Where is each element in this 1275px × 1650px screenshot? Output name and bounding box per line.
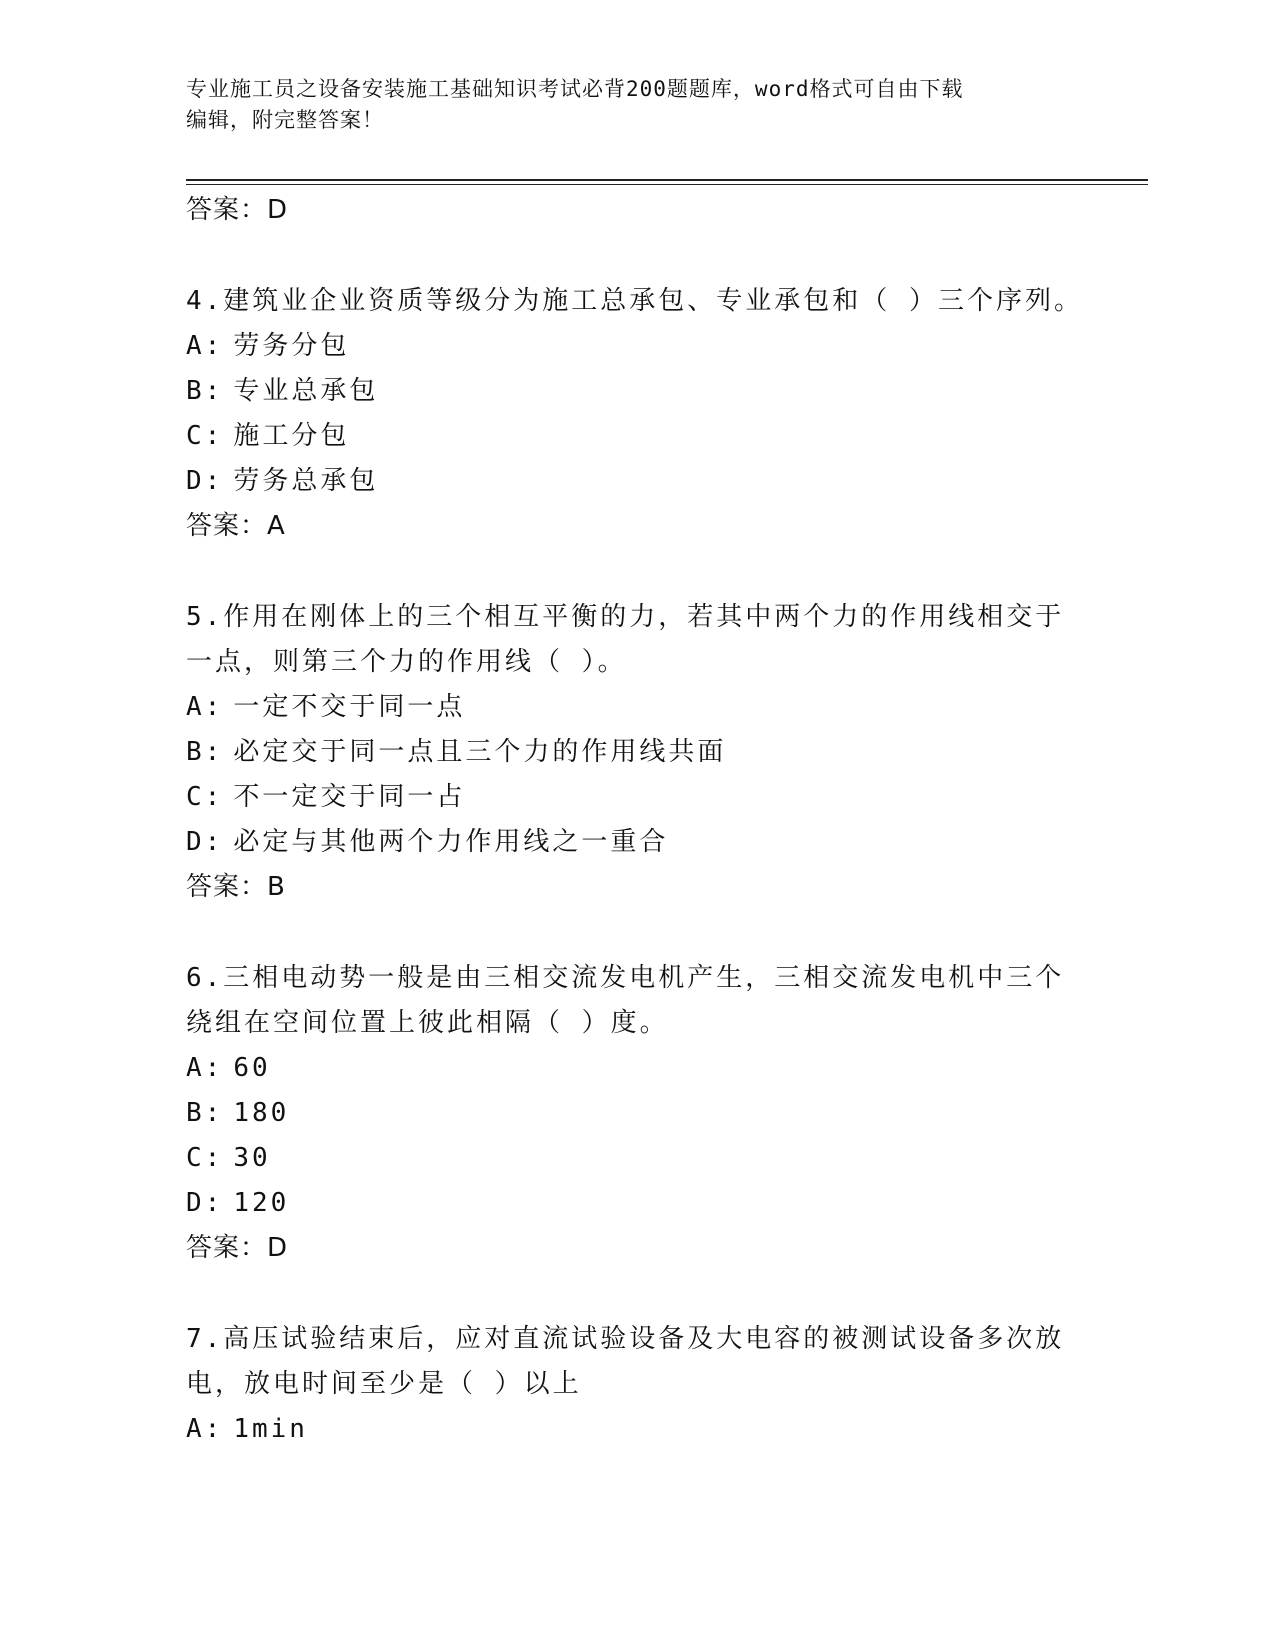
option-text: 必定与其他两个力作用线之一重合 <box>233 827 669 857</box>
header-divider-thin <box>186 184 1148 185</box>
question-stem: 4.建筑业企业资质等级分为施工总承包、专业承包和（ ）三个序列。 <box>186 286 1083 316</box>
answer-q4: 答案：A <box>186 511 286 541</box>
header-divider-thick <box>186 179 1148 181</box>
answer-q5: 答案：B <box>186 872 286 902</box>
option-d <box>186 459 1086 504</box>
option-text: 劳务分包 <box>233 331 350 361</box>
option-key: D: <box>186 1188 224 1218</box>
question-stem-line-1: 7.高压试验结束后，应对直流试验设备及大电容的被测试设备多次放 <box>186 1324 1065 1354</box>
option-key: C: <box>186 1143 224 1173</box>
option-b <box>186 1091 1086 1136</box>
question-5 <box>186 595 1086 910</box>
option-a <box>186 324 1086 369</box>
option-c <box>186 414 1086 459</box>
question-6 <box>186 956 1086 1271</box>
option-text: 一定不交于同一点 <box>233 692 466 722</box>
option-key: B: <box>186 1098 224 1128</box>
option-c <box>186 1136 1086 1181</box>
option-key: B: <box>186 376 224 406</box>
option-text: 60 <box>233 1053 271 1083</box>
answer-q6: 答案：D <box>186 1233 289 1263</box>
option-a <box>186 1046 1086 1091</box>
option-text: 180 <box>233 1098 290 1128</box>
page-header <box>186 74 1066 136</box>
option-d <box>186 820 1086 865</box>
question-7 <box>186 1317 1086 1452</box>
option-key: B: <box>186 737 224 767</box>
option-key: A: <box>186 692 224 722</box>
option-text: 1min <box>233 1414 308 1444</box>
option-key: C: <box>186 782 224 812</box>
spacer <box>186 910 1086 956</box>
option-a <box>186 685 1086 730</box>
answer-q3: 答案：D <box>186 195 289 225</box>
option-text: 30 <box>233 1143 271 1173</box>
option-key: C: <box>186 421 224 451</box>
question-stem-line-2: 一点，则第三个力的作用线（ ）。 <box>186 647 627 677</box>
question-list <box>186 188 1086 1452</box>
question-stem-line-1: 5.作用在刚体上的三个相互平衡的力，若其中两个力的作用线相交于 <box>186 602 1065 632</box>
question-4 <box>186 279 1086 549</box>
option-key: D: <box>186 466 224 496</box>
option-c <box>186 775 1086 820</box>
option-text: 120 <box>233 1188 290 1218</box>
option-key: A: <box>186 331 224 361</box>
question-stem-line-2: 电，放电时间至少是（ ）以上 <box>186 1369 582 1399</box>
option-b <box>186 730 1086 775</box>
option-key: D: <box>186 827 224 857</box>
option-key: A: <box>186 1053 224 1083</box>
option-text: 必定交于同一点且三个力的作用线共面 <box>233 737 727 767</box>
option-d <box>186 1181 1086 1226</box>
question-stem-line-2: 绕组在空间位置上彼此相隔（ ）度。 <box>186 1008 669 1038</box>
spacer <box>186 1271 1086 1317</box>
option-text: 施工分包 <box>233 421 350 451</box>
question-stem-line-1: 6.三相电动势一般是由三相交流发电机产生，三相交流发电机中三个 <box>186 963 1065 993</box>
header-line-2: 编辑，附完整答案！ <box>186 108 384 132</box>
option-a <box>186 1407 1086 1452</box>
option-text: 不一定交于同一占 <box>233 782 466 812</box>
option-key: A: <box>186 1414 224 1444</box>
spacer <box>186 549 1086 595</box>
option-text: 劳务总承包 <box>233 466 379 496</box>
option-b <box>186 369 1086 414</box>
header-line-1: 专业施工员之设备安装施工基础知识考试必背200题题库，word格式可自由下载 <box>186 77 964 101</box>
option-text: 专业总承包 <box>233 376 379 406</box>
spacer <box>186 233 1086 279</box>
